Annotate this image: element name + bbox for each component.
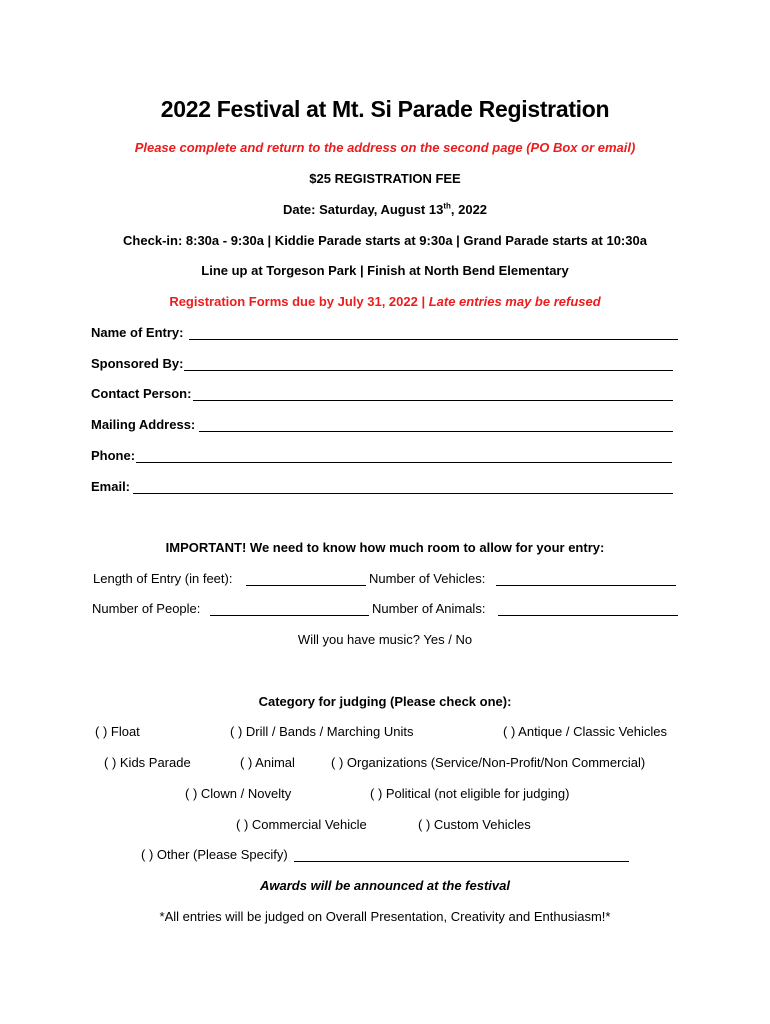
room-heading: IMPORTANT! We need to know how much room to allow for your entry:: [165, 540, 605, 555]
category-other[interactable]: ( ) Other (Please Specify): [141, 847, 288, 862]
number-of-vehicles-line[interactable]: [496, 585, 676, 586]
category-drill-bands[interactable]: ( ) Drill / Bands / Marching Units: [230, 724, 414, 739]
length-of-entry-label: Length of Entry (in feet):: [93, 571, 233, 586]
email-line[interactable]: [133, 493, 673, 494]
due-date-main: Registration Forms due by July 31, 2022 |: [169, 294, 429, 309]
name-of-entry-line[interactable]: [189, 339, 678, 340]
category-commercial-vehicle[interactable]: ( ) Commercial Vehicle: [236, 817, 367, 832]
event-date: [0, 202, 770, 218]
event-date-suffix: , 2022: [450, 202, 488, 217]
number-of-people-line[interactable]: [210, 615, 369, 616]
category-custom-vehicles[interactable]: ( ) Custom Vehicles: [418, 817, 531, 832]
category-organizations[interactable]: ( ) Organizations (Service/Non-Profit/Non Commercial): [331, 755, 646, 770]
phone-label: Phone:: [91, 448, 136, 463]
category-animal[interactable]: ( ) Animal: [240, 755, 295, 770]
category-heading: Category for judging (Please check one):: [258, 694, 512, 709]
mailing-address-label: Mailing Address:: [91, 417, 196, 432]
music-question: Will you have music? Yes / No: [297, 632, 473, 647]
category-antique-vehicles[interactable]: ( ) Antique / Classic Vehicles: [503, 724, 668, 739]
late-entries-note: Late entries may be refused: [428, 294, 601, 309]
event-date-prefix: Date: Saturday, August 13: [282, 202, 444, 217]
due-date-notice: [0, 294, 770, 310]
name-of-entry-label: Name of Entry:: [91, 325, 184, 340]
contact-person-line[interactable]: [193, 400, 673, 401]
mailing-address-line[interactable]: [199, 431, 673, 432]
instructions-text: Please complete and return to the address on the second page (PO Box or email): [134, 140, 636, 155]
category-kids-parade[interactable]: ( ) Kids Parade: [104, 755, 191, 770]
length-of-entry-line[interactable]: [246, 585, 366, 586]
phone-line[interactable]: [136, 462, 672, 463]
sponsored-by-line[interactable]: [184, 370, 673, 371]
other-specify-line[interactable]: [294, 861, 629, 862]
email-label: Email:: [91, 479, 131, 494]
number-of-vehicles-label: Number of Vehicles:: [369, 571, 486, 586]
contact-person-label: Contact Person:: [91, 386, 192, 401]
page-title: 2022 Festival at Mt. Si Parade Registration: [160, 96, 610, 122]
number-of-people-label: Number of People:: [92, 601, 201, 616]
number-of-animals-line[interactable]: [498, 615, 678, 616]
judging-criteria: *All entries will be judged on Overall Presentation, Creativity and Enthusiasm!*: [159, 909, 611, 924]
registration-fee: $25 REGISTRATION FEE: [309, 171, 461, 186]
awards-note: Awards will be announced at the festival: [260, 878, 510, 893]
category-clown-novelty[interactable]: ( ) Clown / Novelty: [185, 786, 292, 801]
number-of-animals-label: Number of Animals:: [372, 601, 486, 616]
checkin-times: Check-in: 8:30a - 9:30a | Kiddie Parade starts at 9:30a | Grand Parade starts at 10:30a: [123, 233, 647, 248]
category-political[interactable]: ( ) Political (not eligible for judging): [370, 786, 570, 801]
category-float[interactable]: ( ) Float: [95, 724, 140, 739]
event-date-sup: th: [443, 201, 451, 211]
lineup-location: Line up at Torgeson Park | Finish at North Bend Elementary: [201, 263, 569, 278]
sponsored-by-label: Sponsored By:: [91, 356, 184, 371]
